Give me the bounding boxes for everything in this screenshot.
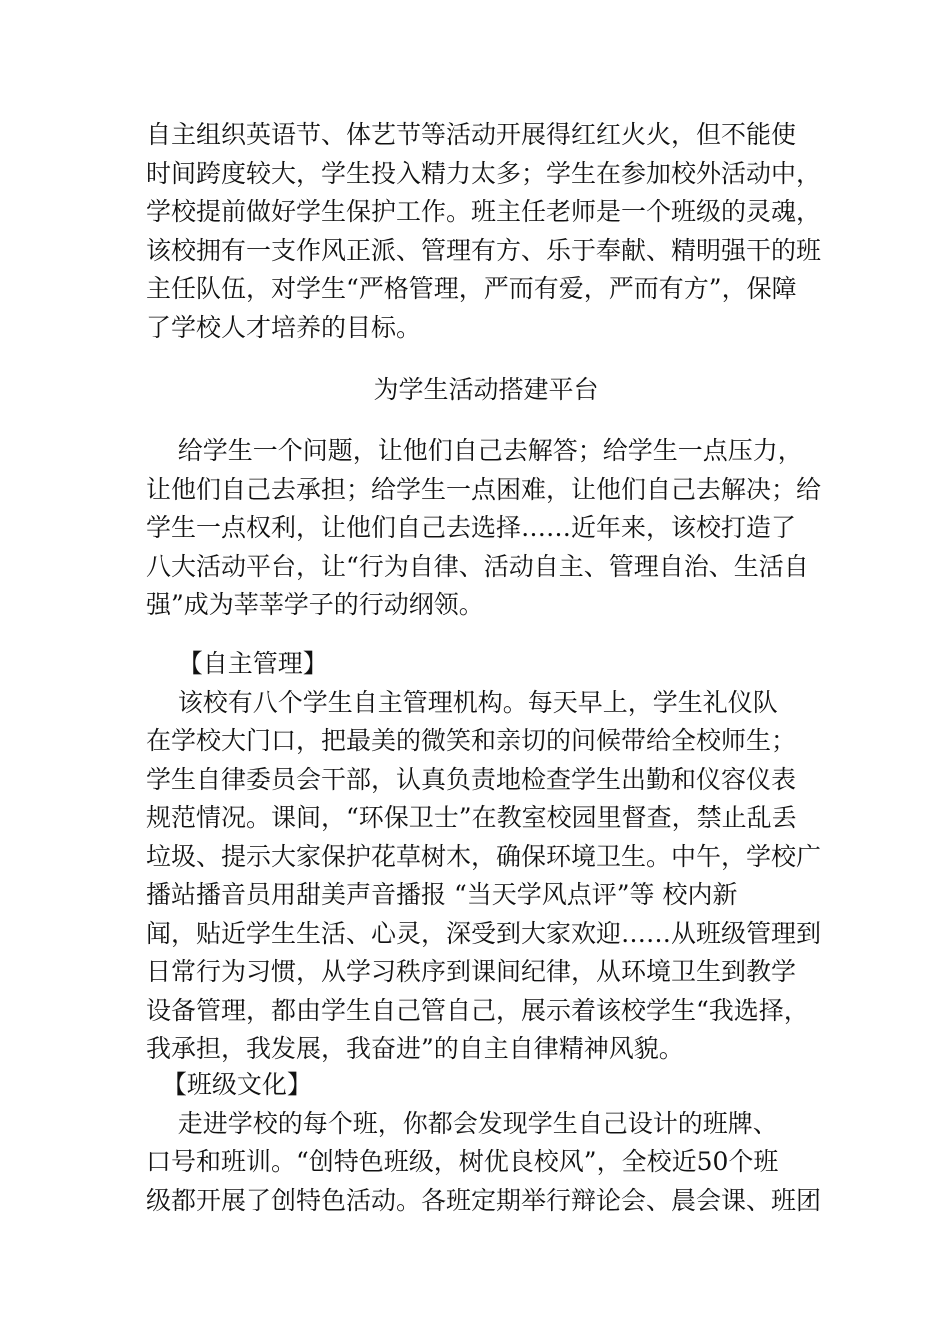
text-line: 了学校人才培养的目标。	[146, 312, 422, 342]
text-line: 垃圾、提示大家保护花草树木，确保环境卫生。中午，学校广	[146, 841, 822, 871]
subsection-title: 【班级文化】	[146, 1070, 312, 1099]
text-line: 学生自律委员会干部，认真负责地检查学生出勤和仪容仪表	[146, 764, 797, 794]
text-line: 该校有八个学生自主管理机构。每天早上，学生礼仪队	[146, 687, 778, 717]
text-line: 强”成为莘莘学子的行动纲领。	[146, 590, 484, 619]
subsection-title: 【自主管理】	[146, 649, 328, 678]
paragraph-activity-platform	[146, 432, 826, 625]
text-line: 八大活动平台，让“行为自律、活动自主、管理自治、生活自	[146, 551, 809, 581]
section-heading: 为学生活动搭建平台	[373, 375, 599, 404]
text-line: 自主组织英语节、体艺节等活动开展得红红火火，但不能使	[146, 120, 797, 149]
text-line: 走进学校的每个班，你都会发现学生自己设计的班牌、	[146, 1108, 778, 1138]
text-line: 级都开展了创特色活动。各班定期举行辩论会、晨会课、班团	[146, 1185, 822, 1215]
text-line: 闻，贴近学生生活、心灵，深受到大家欢迎……从班级管理到	[146, 918, 822, 948]
section-class-culture	[146, 1066, 826, 1220]
text-line: 播站播音员用甜美声音播报 “当天学风点评”等 校内新	[146, 880, 738, 909]
text-line: 主任队伍，对学生“严格管理，严而有爱，严而有方”，保障	[146, 274, 797, 303]
text-line: 学校提前做好学生保护工作。班主任老师是一个班级的灵魂，	[146, 197, 822, 226]
text-line: 设备管理，都由学生自己管自己，展示着该校学生“我选择，	[146, 995, 809, 1025]
text-line: 日常行为习惯，从学习秩序到课间纪律，从环境卫生到教学	[146, 957, 797, 986]
text-line: 口号和班训。“创特色班级，树优良校风”，全校近50个班	[146, 1147, 779, 1176]
text-line: 规范情况。课间，“环保卫士”在教室校园里督查，禁止乱丢	[146, 803, 797, 832]
text-line: 在学校大门口，把最美的微笑和亲切的问候带给全校师生；	[146, 726, 797, 755]
text-line: 时间跨度较大，学生投入精力太多；学生在参加校外活动中，	[146, 158, 822, 188]
text-line: 我承担，我发展，我奋进”的自主自律精神风貌。	[146, 1034, 684, 1063]
text-line: 该校拥有一支作风正派、管理有方、乐于奉献、精明强干的班	[146, 235, 822, 265]
text-line: 学生一点权利，让他们自己去选择……近年来，该校打造了	[146, 513, 797, 542]
section-self-management	[146, 645, 826, 1069]
text-line: 给学生一个问题，让他们自己去解答；给学生一点压力，	[146, 436, 803, 465]
paragraph-class-management	[146, 116, 826, 347]
text-line: 让他们自己去承担；给学生一点困难，让他们自己去解决；给	[146, 474, 822, 504]
